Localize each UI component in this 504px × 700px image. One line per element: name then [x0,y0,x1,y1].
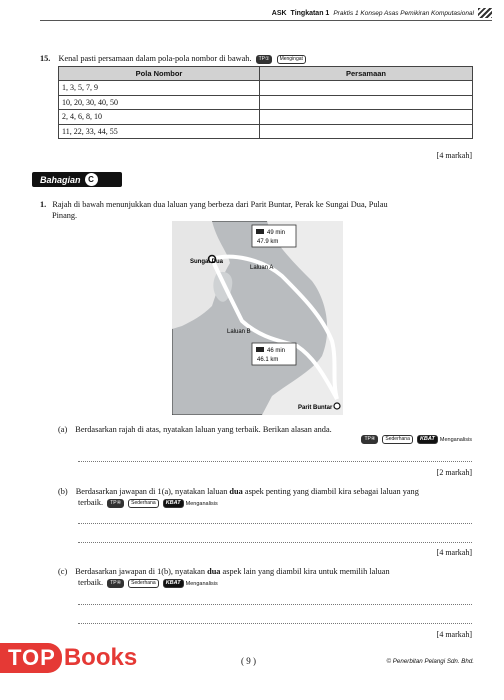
marks-label: [4 markah] [436,630,472,639]
page-number: ( 9 ) [241,656,256,666]
car-icon [256,347,264,352]
pattern-cell: 1, 3, 5, 7, 9 [59,81,260,96]
kbat-badge: KBAT [163,579,184,588]
route-a-label: Laluan A [250,265,274,271]
skill-label: Menganalisis [439,437,472,443]
question-text: Kenal pasti persamaan dalam pola-pola nombor di bawah. [58,54,252,63]
emphasis: dua [229,487,243,496]
section-label: Bahagian [40,174,81,185]
table-header-row [59,67,473,81]
subq-text: Berdasarkan jawapan di 1(b), nyatakan [75,567,208,576]
pattern-cell: 11, 22, 33, 44, 55 [59,124,260,139]
svg-text:46 min: 46 min [267,348,286,354]
answer-line[interactable] [78,623,472,624]
publisher-credit: © Penerbitan Pelangi Sdn. Bhd. [386,658,474,665]
subq-text: terbaik. [78,498,104,507]
section-letter: C [85,173,98,186]
end-marker-icon [334,403,340,409]
table-row [59,110,473,125]
subq-text: terbaik. [78,578,104,587]
question-15 [40,53,306,64]
tp-badge: TP④ [107,499,124,508]
subq-label: (a) [58,425,68,434]
column-header: Pola Nombor [59,67,260,81]
running-header [272,8,492,18]
tp-badge: TP④ [107,579,124,588]
subq-text: Berdasarkan rajah di atas, nyatakan laluan yang terbaik. Berikan alasan anda. [75,425,332,434]
subq-label: (c) [58,567,68,576]
column-header: Persamaan [260,67,473,81]
question-1a-tags [359,433,472,446]
question-1b [58,486,478,510]
marks-label: [2 markah] [436,468,472,477]
marks-label: [4 markah] [436,151,472,160]
table-row [59,124,473,139]
svg-text:46.1 km: 46.1 km [257,357,279,363]
level-badge: Sederhana [382,435,412,444]
question-text-line1: Rajah di bawah menunjukkan dua laluan yang berbeza dari Parit Buntar, Perak ke Sungai Dua, Pulau [52,200,388,209]
table-row [59,81,473,96]
subq-text: aspek lain yang diambil kira untuk memilih laluan [220,567,390,576]
answer-line[interactable] [78,604,472,605]
route-map [172,221,343,415]
answer-cell[interactable] [260,81,473,96]
subq-label: (b) [58,487,68,496]
level-badge: Sederhana [128,499,158,508]
level-badge: Sederhana [128,579,158,588]
start-label: Sungai Dua [190,259,224,265]
section-banner [32,172,122,187]
answer-cell[interactable] [260,110,473,125]
pattern-cell: 10, 20, 30, 40, 50 [59,95,260,110]
stripes-icon [478,8,492,18]
subq-text: Berdasarkan jawapan di 1(a), nyatakan laluan [75,487,230,496]
marks-label: [4 markah] [436,548,472,557]
answer-line[interactable] [78,523,472,524]
question-number: 15. [40,54,51,63]
answer-line[interactable] [78,542,472,543]
chapter-title: Praktis 1 Konsep Asas Pemikiran Komputasional [333,9,474,17]
kbat-badge: KBAT [163,499,184,508]
skill-label: Menganalisis [185,501,218,507]
pattern-cell: 2, 4, 6, 8, 10 [59,110,260,125]
svg-text:49 min: 49 min [267,230,286,236]
answer-cell[interactable] [260,95,473,110]
subq-text: aspek penting yang diambil kira sebagai laluan yang [242,487,419,496]
logo-books: Books [63,644,138,671]
question-1c [58,566,478,590]
emphasis: dua [207,567,221,576]
header-rule [40,20,492,21]
logo-top: TOP [0,643,62,673]
car-icon [256,229,264,234]
question-1 [40,199,480,221]
question-text-line2: Pinang. [52,211,78,220]
kbat-badge: KBAT [417,435,438,444]
skill-label: Menganalisis [185,581,218,587]
question-number: 1. [40,200,47,209]
answer-cell[interactable] [260,124,473,139]
route-b-info-box [252,343,296,365]
brand: ASK [271,9,287,17]
route-b-label: Laluan B [227,329,251,335]
route-a-info-box [252,225,296,247]
end-label: Parit Buntar [298,405,333,411]
level: Tingkatan 1 [290,9,330,17]
table-row [59,95,473,110]
tp-badge: TP④ [361,435,378,444]
answer-line[interactable] [78,461,472,462]
tp-badge: TP① [256,55,273,64]
level-badge: Mengingat [277,55,306,64]
svg-text:47.9 km: 47.9 km [257,239,279,245]
pattern-table [58,66,473,139]
topbooks-logo [0,643,137,673]
